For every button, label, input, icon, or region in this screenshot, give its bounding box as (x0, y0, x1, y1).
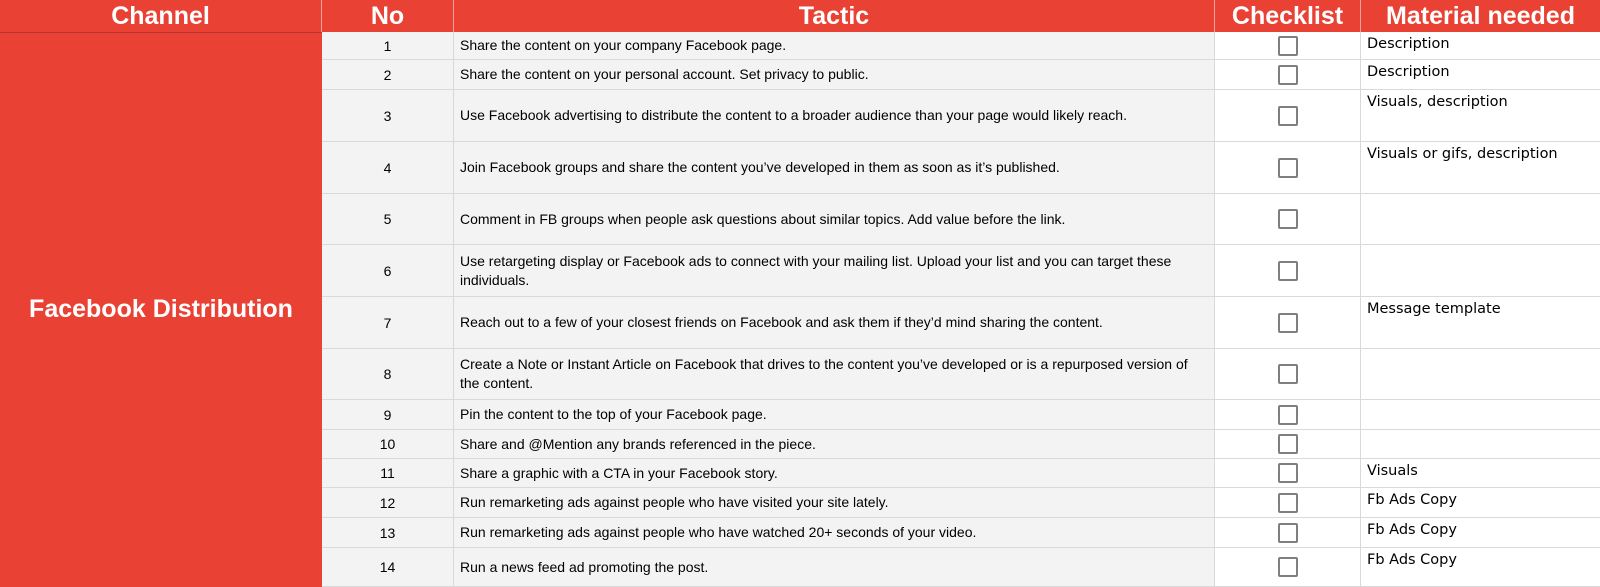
material-cell[interactable]: Message template (1361, 297, 1600, 348)
header-channel[interactable]: Channel (0, 0, 322, 32)
row-number-cell[interactable]: 5 (322, 194, 454, 244)
table-row (322, 32, 1600, 60)
material-cell[interactable] (1361, 194, 1600, 244)
checklist-cell (1215, 488, 1361, 517)
table-row (322, 400, 1600, 430)
tactic-cell[interactable]: Run remarketing ads against people who have watched 20+ seconds of your video. (454, 518, 1215, 547)
material-cell[interactable]: Description (1361, 32, 1600, 59)
row-number-cell[interactable]: 8 (322, 349, 454, 399)
material-cell[interactable] (1361, 400, 1600, 429)
checklist-cell (1215, 142, 1361, 193)
checklist-checkbox[interactable] (1278, 434, 1298, 454)
header-tactic[interactable]: Tactic (454, 0, 1215, 32)
row-number-cell[interactable]: 14 (322, 548, 454, 586)
row-number-cell[interactable]: 6 (322, 245, 454, 296)
material-cell[interactable] (1361, 430, 1600, 458)
checklist-cell (1215, 430, 1361, 458)
tactic-cell[interactable]: Create a Note or Instant Article on Facebook that drives to the content you’ve developed or is a repurposed version of the content. (454, 349, 1215, 399)
checklist-checkbox[interactable] (1278, 523, 1298, 543)
checklist-cell (1215, 548, 1361, 586)
row-number-cell[interactable]: 11 (322, 459, 454, 487)
checklist-checkbox[interactable] (1278, 65, 1298, 85)
tactic-cell[interactable]: Run a news feed ad promoting the post. (454, 548, 1215, 586)
row-number-cell[interactable]: 9 (322, 400, 454, 429)
material-cell[interactable] (1361, 245, 1600, 296)
channel-label: Facebook Distribution (29, 295, 293, 323)
row-number-cell[interactable]: 3 (322, 90, 454, 141)
checklist-cell (1215, 297, 1361, 348)
checklist-cell (1215, 32, 1361, 59)
checklist-checkbox[interactable] (1278, 557, 1298, 577)
header-row (0, 0, 1600, 32)
table-row (322, 548, 1600, 587)
checklist-cell (1215, 518, 1361, 547)
row-number-cell[interactable]: 7 (322, 297, 454, 348)
table-row (322, 60, 1600, 90)
material-cell[interactable]: Visuals, description (1361, 90, 1600, 141)
tactic-cell[interactable]: Share and @Mention any brands referenced in the piece. (454, 430, 1215, 458)
checklist-checkbox[interactable] (1278, 261, 1298, 281)
checklist-checkbox[interactable] (1278, 106, 1298, 126)
material-cell[interactable] (1361, 349, 1600, 399)
row-number-cell[interactable]: 10 (322, 430, 454, 458)
checklist-checkbox[interactable] (1278, 364, 1298, 384)
checklist-checkbox[interactable] (1278, 405, 1298, 425)
row-number-cell[interactable]: 12 (322, 488, 454, 517)
checklist-cell (1215, 400, 1361, 429)
checklist-checkbox[interactable] (1278, 209, 1298, 229)
table-row (322, 90, 1600, 142)
checklist-cell (1215, 60, 1361, 89)
material-cell[interactable]: Description (1361, 60, 1600, 89)
table-row (322, 349, 1600, 400)
row-number-cell[interactable]: 13 (322, 518, 454, 547)
table-row (322, 245, 1600, 297)
checklist-cell (1215, 459, 1361, 487)
header-material[interactable]: Material needed (1386, 2, 1575, 30)
row-number-cell[interactable]: 2 (322, 60, 454, 89)
tactic-cell[interactable]: Reach out to a few of your closest friends on Facebook and ask them if they’d mind sharing the content. (454, 297, 1215, 348)
checklist-checkbox[interactable] (1278, 36, 1298, 56)
checklist-checkbox[interactable] (1278, 493, 1298, 513)
table-row (322, 518, 1600, 548)
checklist-cell (1215, 245, 1361, 296)
checklist-cell (1215, 90, 1361, 141)
tactic-cell[interactable]: Use retargeting display or Facebook ads to connect with your mailing list. Upload your list and you can target these individuals. (454, 245, 1215, 296)
checklist-cell (1215, 349, 1361, 399)
tactic-cell[interactable]: Comment in FB groups when people ask questions about similar topics. Add value before the link. (454, 194, 1215, 244)
material-cell[interactable]: Fb Ads Copy (1361, 488, 1600, 517)
table-row (322, 459, 1600, 488)
table-row (322, 142, 1600, 194)
tactic-cell[interactable]: Share a graphic with a CTA in your Facebook story. (454, 459, 1215, 487)
material-cell[interactable]: Fb Ads Copy (1361, 518, 1600, 547)
checklist-checkbox[interactable] (1278, 463, 1298, 483)
channel-cell[interactable] (0, 32, 322, 587)
material-cell[interactable]: Visuals or gifs, description (1361, 142, 1600, 193)
table-row (322, 297, 1600, 349)
material-cell[interactable]: Fb Ads Copy (1361, 548, 1600, 586)
row-number-cell[interactable]: 4 (322, 142, 454, 193)
tactic-cell[interactable]: Share the content on your personal account. Set privacy to public. (454, 60, 1215, 89)
checklist-cell (1215, 194, 1361, 244)
table-row (322, 194, 1600, 245)
row-number-cell[interactable]: 1 (322, 32, 454, 59)
tactic-cell[interactable]: Join Facebook groups and share the content you’ve developed in them as soon as it’s published. (454, 142, 1215, 193)
checklist-checkbox[interactable] (1278, 313, 1298, 333)
material-cell[interactable]: Visuals (1361, 459, 1600, 487)
tactic-cell[interactable]: Share the content on your company Facebook page. (454, 32, 1215, 59)
checklist-checkbox[interactable] (1278, 158, 1298, 178)
table-row (322, 430, 1600, 459)
tactic-cell[interactable]: Run remarketing ads against people who have visited your site lately. (454, 488, 1215, 517)
table-row (322, 488, 1600, 518)
tactic-cell[interactable]: Pin the content to the top of your Facebook page. (454, 400, 1215, 429)
header-checklist[interactable]: Checklist (1215, 0, 1361, 32)
header-no[interactable]: No (322, 0, 454, 32)
tactic-cell[interactable]: Use Facebook advertising to distribute the content to a broader audience than your page would likely reach. (454, 90, 1215, 141)
